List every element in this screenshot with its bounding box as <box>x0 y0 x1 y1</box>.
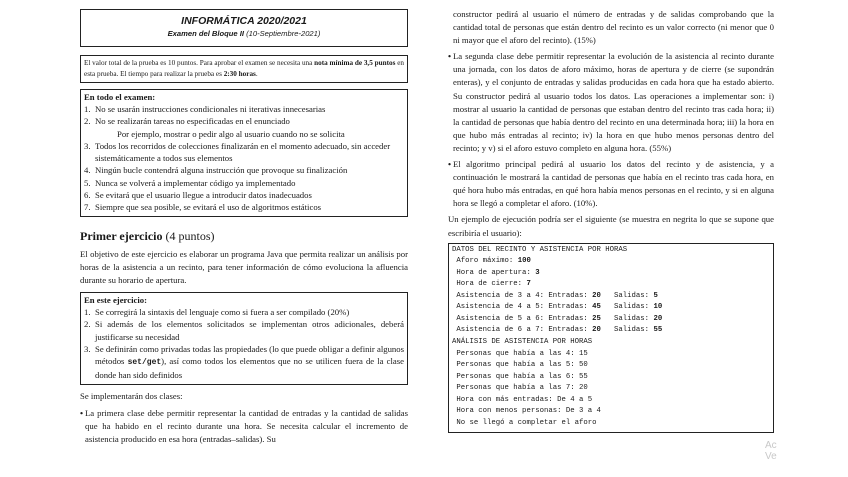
left-column <box>80 0 408 446</box>
item-text: No se usarán instrucciones condicionales ni iterativas innecesarias <box>95 104 326 114</box>
console-line <box>452 360 770 372</box>
list-item <box>84 343 404 382</box>
console-text-segment: Personas que había a las 6: 55 <box>452 372 588 381</box>
watermark-line: Ac <box>765 440 777 451</box>
list-item <box>84 201 404 213</box>
classes-intro: Se implementarán dos clases: <box>80 390 183 401</box>
console-line <box>452 349 770 361</box>
console-text-segment: Hora con menos personas: De 3 a 4 <box>452 407 601 416</box>
exercise-heading <box>80 228 408 244</box>
user-input-value: 3 <box>535 268 540 277</box>
list-item <box>84 177 404 189</box>
console-line <box>452 372 770 384</box>
item-text-end: ), así como todos los elementos que no se utilicen fuera de la clase donde han sido definidos <box>95 356 404 381</box>
exercise-description: El objetivo de este ejercicio es elaborar un programa Java que permita realizar un análisis por horas de la asistencia a un recinto, para tener información de cómo evoluciona la afluencia durante su horario de apertura. <box>80 248 408 285</box>
item-text: Ningún bucle contendrá alguna instrucción que provoque su finalización <box>95 165 348 176</box>
minimum-grade: nota mínima de 3,5 puntos <box>314 59 396 67</box>
item-number: 3. <box>84 140 91 151</box>
console-text-segment: Hora de apertura: <box>452 268 536 277</box>
console-line <box>452 245 770 257</box>
right-column <box>448 8 774 433</box>
console-text-segment: Salidas: <box>600 303 654 312</box>
console-line <box>452 291 770 303</box>
item-body <box>95 343 404 382</box>
console-output <box>448 243 774 433</box>
item-number: 2. <box>84 116 91 127</box>
user-input-value: 55 <box>653 326 663 335</box>
item-number: 4. <box>84 165 91 176</box>
console-text-segment: Asistencia de 6 a 7: Entradas: <box>452 326 593 335</box>
console-text-segment: Asistencia de 3 a 4: Entradas: <box>452 291 593 300</box>
item-text: Se corregirá la sintaxis del lenguaje como si fuera a ser compilado (20%) <box>95 306 350 317</box>
item-number: 1. <box>84 306 91 317</box>
console-line <box>452 418 770 430</box>
page-title: INFORMÁTICA 2020/2021 <box>181 15 307 27</box>
bullet-second-class <box>448 50 774 155</box>
item-text: Todos los recorridos de colecciones finalizarán en el momento adecuado, sin acceder sistemáticamente a todos sus elementos <box>95 140 391 164</box>
list-item <box>84 115 404 140</box>
item-number: 3. <box>84 343 91 354</box>
console-line <box>452 325 770 337</box>
general-rules-heading: En todo el examen: <box>84 92 156 102</box>
grading-text-1: El valor total de la prueba es 10 puntos. Para aprobar el examen se necesita una <box>84 59 315 67</box>
console-text-segment: Asistencia de 5 a 6: Entradas: <box>452 314 593 323</box>
console-text-segment: Personas que había a las 5: 50 <box>452 361 588 370</box>
item-number: 5. <box>84 177 91 188</box>
exam-date: (10-Septiembre-2021) <box>246 29 321 38</box>
item-text: Si además de los elementos solicitados se implementan otros adicionales, deberá justificarse su necesidad <box>95 319 404 342</box>
console-text-segment: Personas que había a las 4: 15 <box>452 349 588 358</box>
user-input-value: 20 <box>592 291 601 300</box>
list-item <box>84 306 404 318</box>
user-input-value: 5 <box>653 291 658 300</box>
console-text-segment: Salidas: <box>600 314 654 323</box>
bullet-marker: • <box>448 159 452 170</box>
console-line <box>452 395 770 407</box>
item-text: Siempre que sea posible, se evitará el uso de algoritmos estáticos <box>95 202 322 213</box>
user-input-value: 7 <box>526 280 531 289</box>
item-text: Se definirán como privadas todas las propiedades (lo que puede obligar a definir algunos métodos <box>95 343 404 367</box>
console-text-segment: Salidas: <box>600 291 654 300</box>
list-item <box>84 189 404 201</box>
exercise-title: Primer ejercicio <box>80 228 163 243</box>
list-item <box>84 318 404 343</box>
bullet-text: La segunda clase debe permitir representar la evolución de la asistencia al recinto durante una jornada, con los datos de aforo máximo, horas de apertura y de cierre (se supondrán enteras), y el conjunto de entradas y salidas producidas en cada hora que ha estado abierto. Su constructor pedirá al usuario todos los datos. Las operaciones a implementar son: i) mostrar al usuario la cantidad de personas que estaban dentro del recinto tras cada hora; ii) la cantidad de personas que había dentro del recinto en una determinada hora; iii) la hora en que hubo más entradas al recinto; iv) la hora en que hubo menos personas dentro del recinto; y v) si el aforo estuvo completo en alguna hora. (55%) <box>453 51 774 153</box>
exercise-rules-heading: En este ejercicio: <box>84 294 148 305</box>
console-text-segment: DATOS DEL RECINTO Y ASISTENCIA POR HORAS <box>452 245 628 254</box>
item-number: 1. <box>84 104 91 114</box>
console-text <box>452 245 770 430</box>
list-item <box>84 164 404 176</box>
console-text-segment: ANÁLISIS DE ASISTENCIA POR HORAS <box>452 337 593 346</box>
console-line <box>452 279 770 291</box>
console-text-segment: Salidas: <box>600 326 654 335</box>
bullet-first-class-continued: constructor pedirá al usuario el número de entradas y de salidas comprobando que la cantidad total de personas que están dentro del recinto es un valor correcto (ni menor que 0 ni mayor que el aforo del recinto). (15%) <box>453 9 774 46</box>
grading-text-2: en esta prueba. El tiempo para realizar la prueba es <box>84 59 404 78</box>
console-text-segment: No se llegó a completar el aforo <box>452 418 597 427</box>
console-text-segment: Personas que había a las 7: 20 <box>452 384 588 393</box>
bullet-first-class <box>80 407 408 446</box>
console-text-segment: Asistencia de 4 a 5: Entradas: <box>452 303 593 312</box>
list-item <box>84 140 404 165</box>
exercise-rules-list <box>84 306 404 382</box>
console-text-segment: Aforo máximo: <box>452 257 518 266</box>
console-text-segment: Hora con más entradas: De 4 a 5 <box>452 395 593 404</box>
time-limit: 2:30 horas <box>223 70 256 78</box>
console-line <box>452 256 770 268</box>
general-rules-box <box>80 89 408 217</box>
user-input-value: 45 <box>592 303 601 312</box>
item-subtext: Por ejemplo, mostrar o pedir algo al usuario cuando no se solicita <box>117 128 345 139</box>
bullet-marker: • <box>448 51 452 62</box>
user-input-value: 100 <box>517 257 531 266</box>
watermark-text <box>765 440 777 462</box>
user-input-value: 20 <box>653 314 663 323</box>
exam-subtitle <box>81 28 407 40</box>
user-input-value: 10 <box>653 303 663 312</box>
bullet-text: La primera clase debe permitir representar la cantidad de entradas y la cantidad de salidas que ha habido en el recinto durante una hora. Se necesita calcular el incremento de asistencia producido en esa hora (entradas–salidas). Su <box>85 407 408 445</box>
example-intro: Un ejemplo de ejecución podría ser el siguiente (se muestra en negrita lo que se supone que escribiría el usuario): <box>448 214 774 238</box>
grading-text-3: . <box>255 70 258 78</box>
code-token: set/get <box>127 358 162 368</box>
item-number: 2. <box>84 319 91 330</box>
bullet-main-algorithm <box>448 158 774 210</box>
item-body <box>95 115 404 140</box>
console-text-segment: Hora de cierre: <box>452 280 527 289</box>
console-line <box>452 337 770 349</box>
user-input-value: 20 <box>592 326 601 335</box>
item-text: No se realizarán tareas no especificadas en el enunciado <box>95 116 290 127</box>
console-line <box>452 268 770 280</box>
console-line <box>452 302 770 314</box>
bullet-marker: • <box>80 407 84 418</box>
exercise-rules-box <box>80 292 408 385</box>
watermark-line: Ve <box>765 451 777 462</box>
exercise-points: (4 puntos) <box>165 228 215 243</box>
console-line <box>452 383 770 395</box>
item-number: 7. <box>84 202 91 213</box>
item-text: Nunca se volverá a implementar código ya implementado <box>95 177 296 188</box>
item-number: 6. <box>84 190 91 201</box>
user-input-value: 25 <box>592 314 601 323</box>
general-rules-list <box>84 103 404 214</box>
console-line <box>452 314 770 326</box>
console-line <box>452 406 770 418</box>
bullet-text: El algoritmo principal pedirá al usuario los datos del recinto y de asistencia, y a continuación le mostrará la cantidad de personas que había en el recinto tras cada hora, en qué hora hubo más entradas, en qué hora había menos personas en el recinto, y si en alguna hora se llegó a completar el aforo. (10%). <box>453 159 774 209</box>
item-text: Se evitará que el usuario llegue a introducir datos inadecuados <box>95 190 312 201</box>
grading-notice <box>80 55 408 83</box>
list-item <box>84 103 404 115</box>
exam-header <box>80 9 408 47</box>
exam-block-label: Examen del Bloque II <box>167 29 244 38</box>
